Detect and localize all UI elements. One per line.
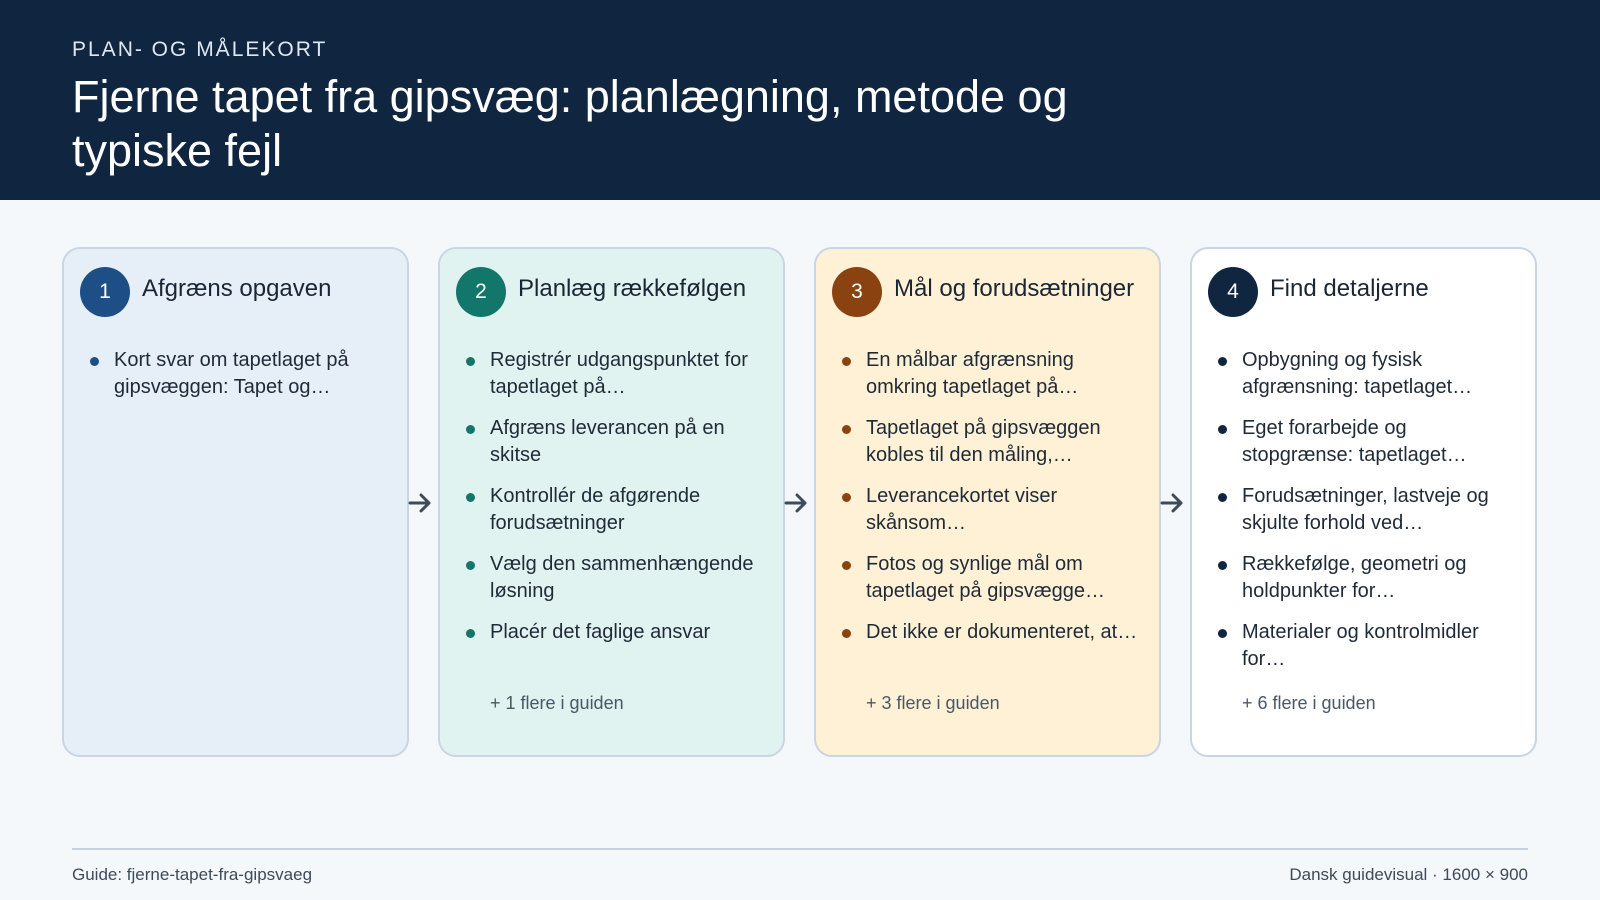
bullet-dot-icon <box>1218 561 1227 570</box>
step-card-title: Find detaljerne <box>1270 275 1429 302</box>
list-item-text: Opbygning og fysisk afgrænsning: tapetlaget… <box>1242 349 1473 398</box>
list-item-text: Vælg den sammenhængende løsning <box>490 553 754 602</box>
list-item <box>840 551 1142 605</box>
step-item-list <box>464 347 766 660</box>
list-item-text: Leverancekortet viser skånsom… <box>866 485 1058 534</box>
bullet-dot-icon <box>1218 629 1227 638</box>
list-item-text: Eget forarbejde og stopgrænse: tapetlaget… <box>1242 417 1467 466</box>
more-in-guide-note: + 3 flere i guiden <box>866 693 1000 713</box>
list-item-text: Kort svar om tapetlaget på gipsvæggen: Tapet og… <box>114 349 349 398</box>
list-item <box>1216 347 1518 401</box>
bullet-dot-icon <box>90 357 99 366</box>
bullet-dot-icon <box>842 425 851 434</box>
list-item <box>464 347 766 401</box>
step-card-title: Afgræns opgaven <box>142 275 332 302</box>
bullet-dot-icon <box>842 629 851 638</box>
bullet-dot-icon <box>1218 493 1227 502</box>
step-number-badge: 1 <box>80 267 130 317</box>
list-item <box>464 483 766 537</box>
bullet-dot-icon <box>842 561 851 570</box>
bullet-dot-icon <box>1218 357 1227 366</box>
page-title: Fjerne tapet fra gipsvæg: planlægning, metode og typiske fejl <box>72 71 1068 176</box>
eyebrow-label: PLAN- OG MÅLEKORT <box>72 38 328 61</box>
list-item <box>840 619 1142 646</box>
list-item <box>840 483 1142 537</box>
bullet-dot-icon <box>1218 425 1227 434</box>
footer-divider <box>72 848 1528 850</box>
header-banner <box>0 0 1600 200</box>
list-item-text: Tapetlaget på gipsvæggen kobles til den måling,… <box>866 417 1101 466</box>
list-item <box>840 415 1142 469</box>
step-number-badge: 4 <box>1208 267 1258 317</box>
footer-guide-slug: Guide: fjerne-tapet-fra-gipsvaeg <box>72 865 313 884</box>
step-card-4 <box>1190 247 1537 757</box>
bullet-dot-icon <box>466 357 475 366</box>
step-card-title: Mål og forudsætninger <box>894 275 1135 302</box>
list-item <box>1216 483 1518 537</box>
bullet-dot-icon <box>466 425 475 434</box>
step-card-title: Planlæg rækkefølgen <box>518 275 747 302</box>
list-item <box>1216 415 1518 469</box>
list-item-text: Kontrollér de afgørende forudsætninger <box>490 485 701 534</box>
list-item <box>464 415 766 469</box>
bullet-dot-icon <box>466 561 475 570</box>
arrow-right-icon <box>1159 490 1185 516</box>
footer-credit: Dansk guidevisual · 1600 × 900 <box>1289 865 1528 884</box>
step-card-1 <box>62 247 409 757</box>
bullet-dot-icon <box>466 629 475 638</box>
bullet-dot-icon <box>842 493 851 502</box>
step-card-2 <box>438 247 785 757</box>
list-item-text: En målbar afgrænsning omkring tapetlaget på… <box>866 349 1079 398</box>
list-item-text: Det ikke er dokumenteret, at… <box>866 621 1138 643</box>
step-number-badge: 3 <box>832 267 882 317</box>
step-item-list <box>1216 347 1518 687</box>
list-item-text: Rækkefølge, geometri og holdpunkter for… <box>1242 553 1467 602</box>
more-in-guide-note: + 1 flere i guiden <box>490 693 624 713</box>
step-item-list <box>88 347 390 415</box>
list-item <box>88 347 390 401</box>
bullet-dot-icon <box>466 493 475 502</box>
arrow-right-icon <box>407 490 433 516</box>
list-item <box>464 551 766 605</box>
list-item-text: Materialer og kontrolmidler for… <box>1242 621 1479 670</box>
list-item <box>464 619 766 646</box>
step-item-list <box>840 347 1142 660</box>
list-item-text: Fotos og synlige mål om tapetlaget på gipsvægge… <box>866 553 1106 602</box>
list-item-text: Placér det faglige ansvar <box>490 621 711 643</box>
list-item-text: Afgræns leverancen på en skitse <box>490 417 725 466</box>
list-item-text: Forudsætninger, lastveje og skjulte forhold ved… <box>1242 485 1489 534</box>
more-in-guide-note: + 6 flere i guiden <box>1242 693 1376 713</box>
list-item <box>1216 619 1518 673</box>
step-card-3 <box>814 247 1161 757</box>
list-item <box>1216 551 1518 605</box>
step-number-badge: 2 <box>456 267 506 317</box>
list-item-text: Registrér udgangspunktet for tapetlaget på… <box>490 349 748 398</box>
arrow-right-icon <box>783 490 809 516</box>
bullet-dot-icon <box>842 357 851 366</box>
list-item <box>840 347 1142 401</box>
